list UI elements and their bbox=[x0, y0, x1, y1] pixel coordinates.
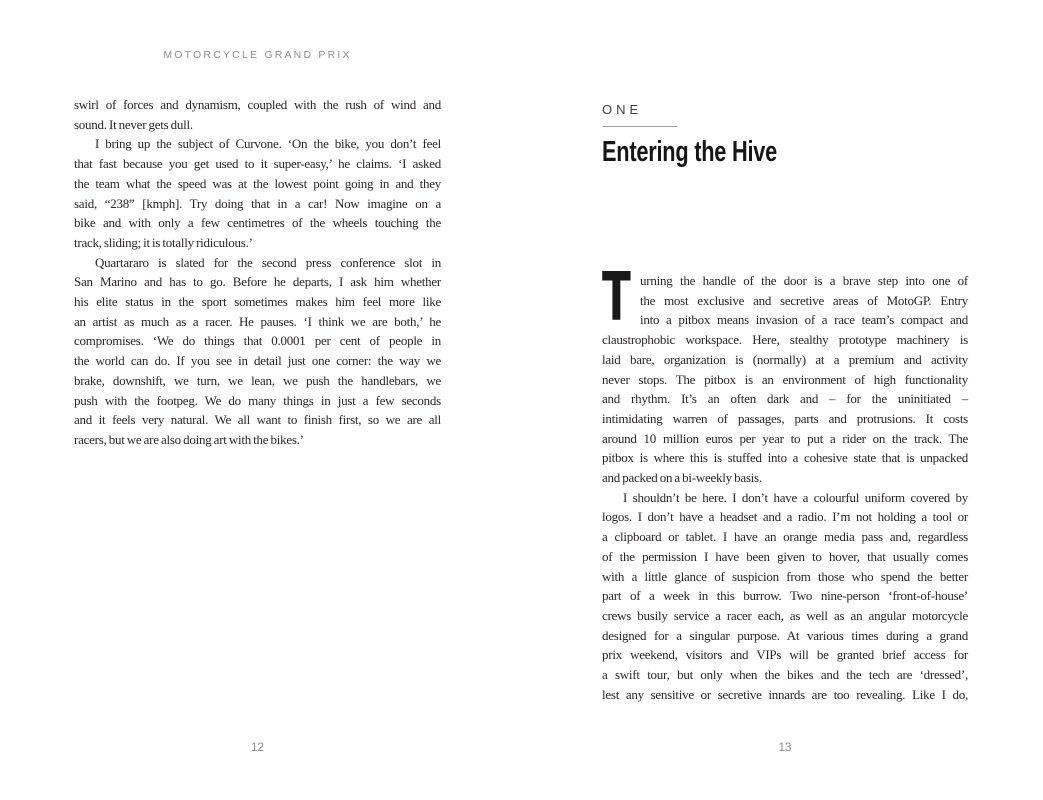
text-line: never stops. The pitbox is an environment of high functionality bbox=[602, 371, 968, 387]
text-line: crews busily service a racer each, as well as an angular motorcycle bbox=[602, 607, 968, 623]
text-line: a swift tour, but only when the bikes and the tech are ‘dressed’, bbox=[602, 667, 968, 683]
text-line: a clipboard or tablet. I have an orange media pass and, regardless bbox=[602, 529, 968, 545]
text-line: pitbox is where this is stuffed into a cohesive state that is unpacked bbox=[602, 450, 968, 466]
text-line: compromises. ‘We do things that 0.0001 per cent of people in bbox=[74, 333, 441, 349]
text-line: San Marino and has to go. Before he departs, I ask him whether bbox=[74, 274, 441, 290]
text-line: swirl of forces and dynamism, coupled with the rush of wind and bbox=[74, 97, 441, 112]
paragraph bbox=[602, 488, 968, 705]
drop-cap: T bbox=[602, 258, 631, 336]
paragraph bbox=[74, 253, 441, 450]
text-line: with a little glance of suspicion from those who spend the better bbox=[602, 568, 968, 584]
text-line: I shouldn’t be here. I don’t have a colourful uniform covered by bbox=[623, 489, 968, 505]
text-line: his elite status in the sport sometimes makes him feel more like bbox=[74, 294, 441, 310]
text-line: and rhythm. It’s an often dark and – for the uninitiated – bbox=[602, 391, 968, 407]
text-line: the most exclusive and secretive areas of MotoGP. Entry bbox=[640, 292, 968, 308]
page-number-right: 13 bbox=[778, 742, 792, 754]
text-line: track, sliding; it is totally ridiculous.’ bbox=[74, 234, 253, 250]
text-line: brake, downshift, we turn, we lean, we push the handlebars, we bbox=[74, 372, 441, 388]
text-line: part of a week in this burrow. Two nine-person ‘front-of-house’ bbox=[602, 588, 968, 604]
text-line: push with the footpeg. We do many things in just a few seconds bbox=[74, 392, 441, 408]
text-line: prix weekend, visitors and VIPs will be granted brief access for bbox=[602, 647, 968, 663]
text-line: lest any sensitive or secretive innards are too revealing. Like I do, bbox=[602, 686, 968, 702]
text-line: laid bare, organization is (normally) at a premium and activity bbox=[602, 351, 968, 367]
text-line: the team what the speed was at the lowest point going in and they bbox=[74, 175, 441, 191]
chapter-rule bbox=[603, 126, 677, 127]
text-line: said, “238” [kmph]. Try doing that in a car! Now imagine on a bbox=[74, 195, 441, 211]
text-line: designed for a singular purpose. At various times during a grand bbox=[602, 627, 968, 643]
text-line: into a pitbox means invasion of a race team’s compact and bbox=[640, 312, 968, 328]
left-page bbox=[74, 0, 441, 800]
text-line: around 10 million euros per year to put a rider on the track. The bbox=[602, 430, 968, 446]
text-line: sound. It never gets dull. bbox=[74, 116, 193, 132]
paragraph bbox=[74, 95, 441, 134]
text-line: logos. I don’t have a headset and a radio. I’m not holding a tool or bbox=[602, 509, 968, 525]
text-line: I bring up the subject of Curvone. ‘On the bike, you don’t feel bbox=[95, 136, 441, 152]
text-line: racers, but we are also doing art with the bikes.’ bbox=[74, 431, 304, 447]
chapter-title: Entering the Hive bbox=[602, 136, 778, 168]
page-number-left: 12 bbox=[251, 742, 264, 754]
text-line: and it feels very natural. We all want to finish first, so we are all bbox=[74, 412, 441, 428]
left-page-body bbox=[74, 95, 441, 450]
text-line: that fast because you get used to it super-easy,’ he claims. ‘I asked bbox=[74, 156, 441, 172]
text-line: intimidating warren of passages, parts and protrusions. It costs bbox=[602, 410, 968, 426]
paragraph bbox=[602, 258, 968, 488]
text-line: claustrophobic workspace. Here, stealthy prototype machinery is bbox=[602, 332, 968, 348]
paragraph bbox=[74, 134, 441, 252]
text-line: Quartararo is slated for the second press conference slot in bbox=[95, 254, 441, 270]
text-line: and packed on a bi-weekly basis. bbox=[602, 470, 762, 486]
chapter-number: ONE bbox=[602, 102, 643, 117]
text-line: bike and with only a few centimetres of the wheels touching the bbox=[74, 215, 441, 231]
text-line: the world can do. If you see in detail just one corner: the way we bbox=[74, 353, 441, 369]
right-page-body bbox=[602, 258, 968, 704]
text-line: an artist as much as a racer. He pauses. ‘I think we are both,’ he bbox=[74, 313, 441, 329]
running-header: MOTORCYCLE GRAND PRIX bbox=[163, 49, 352, 61]
right-page bbox=[602, 0, 968, 800]
text-line: of the permission I have been given to hover, that usually comes bbox=[602, 548, 968, 564]
text-line: urning the handle of the door is a brave step into one of bbox=[640, 273, 968, 288]
